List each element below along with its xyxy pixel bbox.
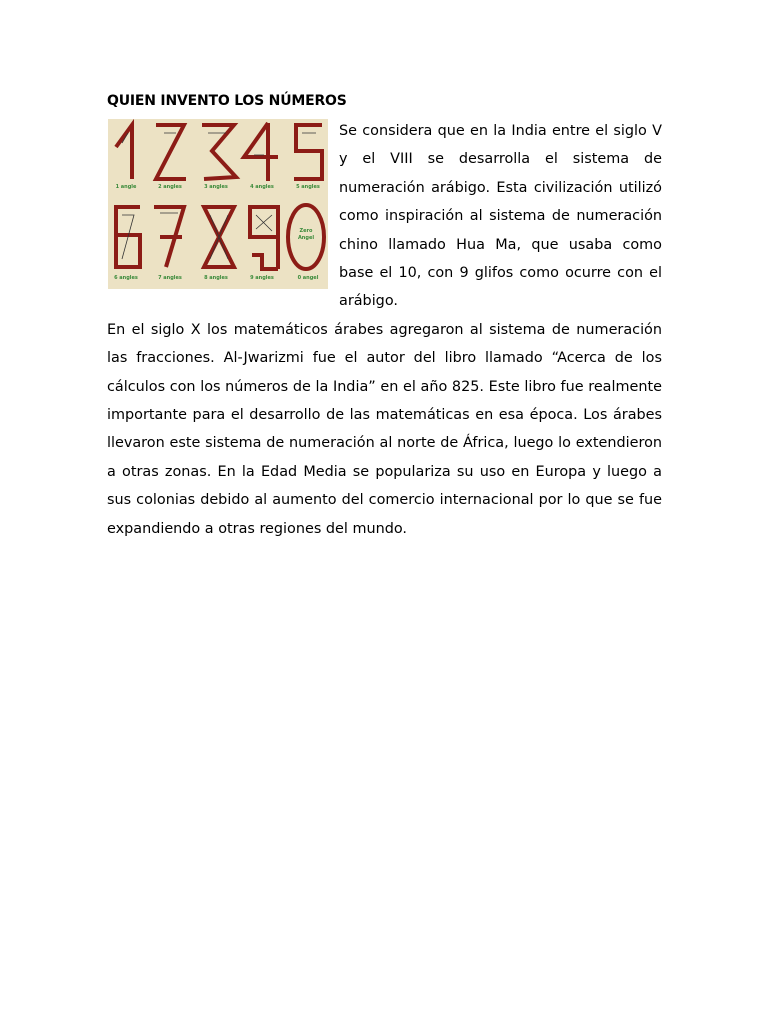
label-8: 8 angles bbox=[204, 275, 228, 281]
image-float-spacer bbox=[107, 119, 339, 289]
label-3: 3 angles bbox=[204, 184, 228, 190]
label-4: 4 angles bbox=[250, 184, 274, 190]
label-2: 2 angles bbox=[158, 184, 182, 190]
document-title: QUIEN INVENTO LOS NÚMEROS bbox=[107, 93, 347, 109]
label-6: 6 angles bbox=[114, 275, 138, 281]
label-9: 9 angles bbox=[250, 275, 274, 281]
zero-caption-line2: Angel bbox=[297, 235, 315, 241]
document-body bbox=[107, 117, 662, 543]
zero-caption-line1: Zero bbox=[299, 228, 313, 234]
label-0: 0 angel bbox=[297, 275, 319, 281]
label-7: 7 angles bbox=[158, 275, 182, 281]
paragraph-2: En el siglo X los matemáticos árabes agregaron al sistema de numeración las fracciones. Al-Jwarizmi fue el autor del libro llamado “Acerca de los cálculos con los números de la India” en el año 825. Este libro fue realmente importante para el desarrollo de las matemáticas en esa época. Los árabes llevaron este sistema de numeración al norte de África, luego lo extendieron a otras zonas. En la Edad Media se populariza su uso en Europa y luego a sus colonias debido al aumento del comercio internacional por lo que se fue expandiendo a otras regiones del mundo. bbox=[107, 321, 662, 537]
label-1: 1 angle bbox=[115, 184, 137, 190]
label-5: 5 angles bbox=[296, 184, 320, 190]
paragraph-1: Se considera que en la India entre el siglo V y el VIII se desarrolla el sistema de numeración arábigo. Esta civilización utilizó como inspiración al sistema de numeración chino llamado Hua Ma, que usaba como base el 10, con 9 glifos como ocurre con el arábigo. bbox=[339, 123, 662, 310]
